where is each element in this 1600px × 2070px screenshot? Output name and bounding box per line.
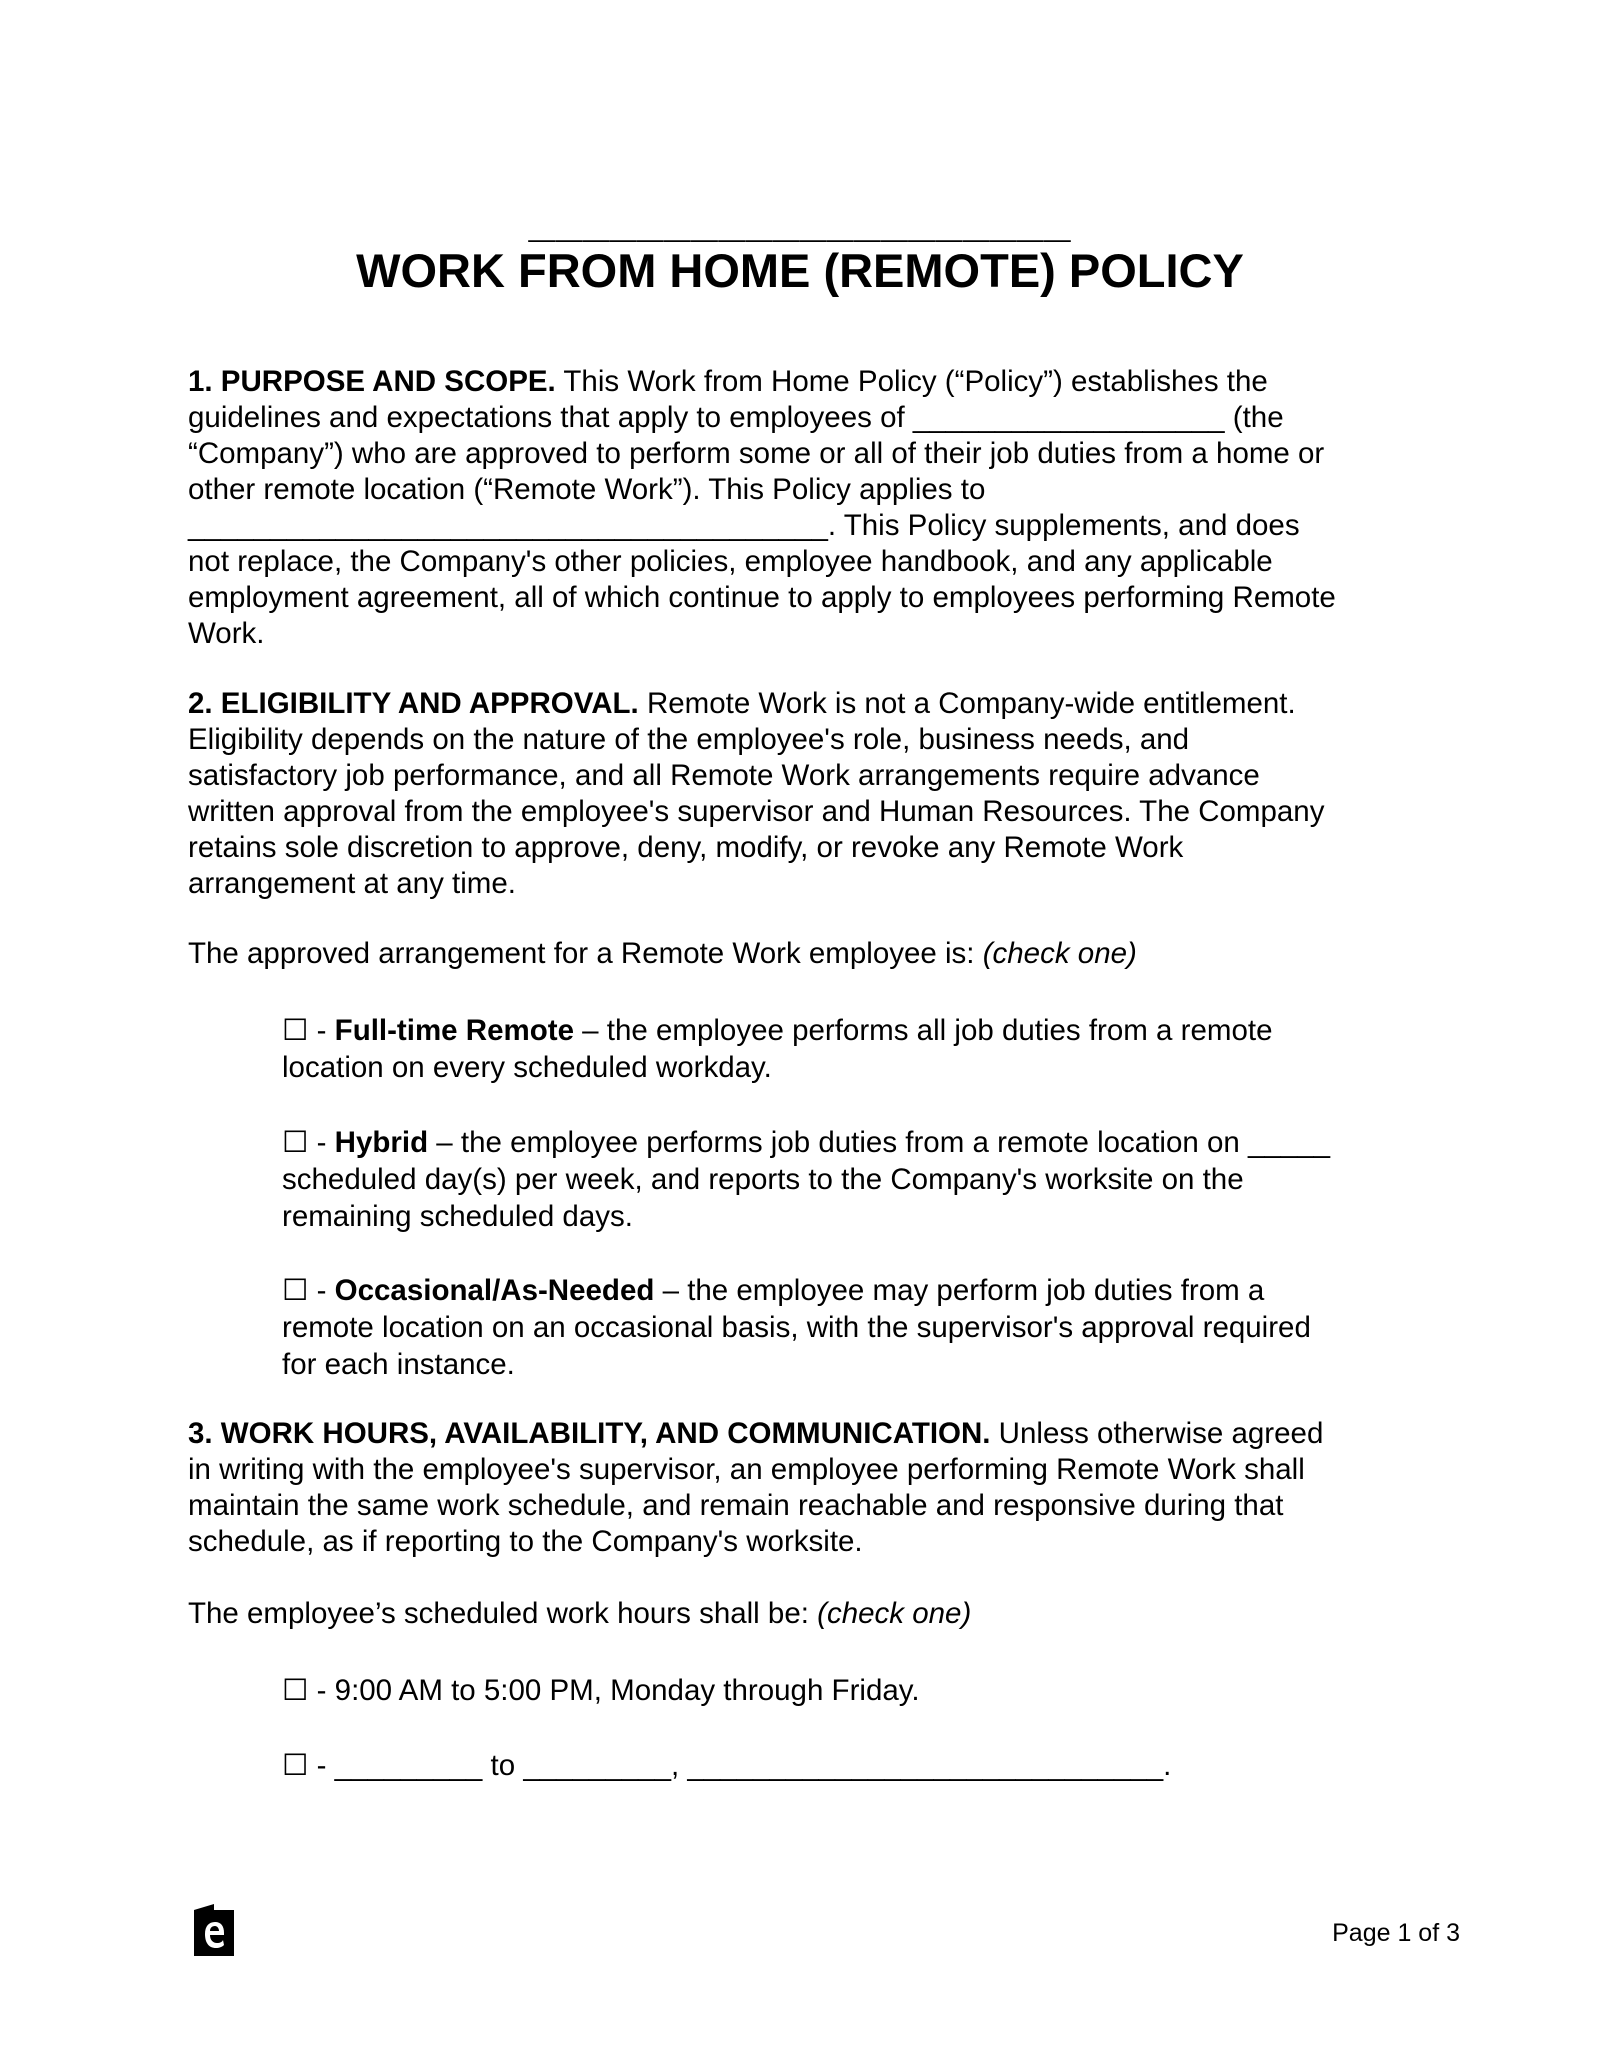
section-line: _______________________________________. This Policy supplements, and does [188, 509, 1300, 542]
document-title: WORK FROM HOME (REMOTE) POLICY [356, 244, 1244, 297]
section-line: 2. ELIGIBILITY AND APPROVAL. Remote Work is not a Company-wide entitlement. [188, 687, 1296, 720]
section-line: arrangement at any time. [188, 867, 516, 900]
arrangement-option-hybrid: ☐ - Hybrid – the employee performs job duties from a remote location on _____ scheduled day(s) per week, and reports to the Company's worksite on the remaining scheduled days. [282, 1126, 1331, 1233]
section-line: 3. WORK HOURS, AVAILABILITY, AND COMMUNICATION. Unless otherwise agreed [188, 1417, 1324, 1450]
hours-option-standard: ☐ - 9:00 AM to 5:00 PM, Monday through Friday. [282, 1674, 920, 1707]
section-work-hours [188, 1416, 1428, 1560]
section-line: other remote location (“Remote Work”). This Policy applies to [188, 473, 986, 506]
option-label: Hybrid [334, 1126, 429, 1159]
section-line: maintain the same work schedule, and remain reachable and responsive during that [188, 1489, 1284, 1522]
checkbox-full-time-remote[interactable]: ☐ [282, 1014, 309, 1047]
section-line: employment agreement, all of which continue to apply to employees performing Remote [188, 581, 1336, 614]
title-blank-line: ____________________ [528, 193, 1072, 246]
option-label: Full-time Remote [334, 1014, 574, 1047]
check-one-hint: (check one) [982, 937, 1137, 970]
section-line: not replace, the Company's other policies, employee handbook, and any applicable [188, 545, 1273, 578]
arrangement-option-occasional: ☐ - Occasional/As-Needed – the employee may perform job duties from a remote location on an occasional basis, with the supervisor's approval required for each instance. [282, 1274, 1311, 1381]
section-line: Work. [188, 617, 265, 650]
section-line: 1. PURPOSE AND SCOPE. This Work from Home Policy (“Policy”) establishes the [188, 365, 1268, 398]
section-line: Eligibility depends on the nature of the employee's role, business needs, and [188, 723, 1190, 756]
section-eligibility-and-approval [188, 686, 1428, 902]
checkbox-hybrid[interactable]: ☐ [282, 1126, 309, 1159]
section-line: satisfactory job performance, and all Remote Work arrangements require advance [188, 759, 1260, 792]
section-heading: 2. ELIGIBILITY AND APPROVAL. [188, 687, 639, 720]
checkbox-occasional[interactable]: ☐ [282, 1274, 309, 1307]
eforms-logo-icon [194, 1904, 234, 1956]
section-line: “Company”) who are approved to perform some or all of their job duties from a home or [188, 437, 1325, 470]
arrangement-prompt: The approved arrangement for a Remote Work employee is: (check one) [188, 937, 1137, 970]
section-heading: 1. PURPOSE AND SCOPE. [188, 365, 556, 398]
arrangement-option-full-time: ☐ - Full-time Remote – the employee performs all job duties from a remote location on every scheduled workday. [282, 1014, 1273, 1084]
section-line: written approval from the employee's supervisor and Human Resources. The Company [188, 795, 1325, 828]
check-one-hint: (check one) [817, 1597, 972, 1630]
checkbox-custom-hours[interactable]: ☐ [282, 1749, 309, 1782]
checkbox-standard-hours[interactable]: ☐ [282, 1674, 309, 1707]
hours-option-custom: ☐ - _________ to _________, _____________________________. [282, 1749, 1172, 1782]
hours-prompt: The employee’s scheduled work hours shall be: (check one) [188, 1597, 972, 1630]
option-label: Occasional/As-Needed [334, 1274, 655, 1307]
section-line: schedule, as if reporting to the Company's worksite. [188, 1525, 863, 1558]
section-line: in writing with the employee's supervisor, an employee performing Remote Work shall [188, 1453, 1305, 1486]
page-number: Page 1 of 3 [1332, 1919, 1460, 1947]
section-line: retains sole discretion to approve, deny, modify, or revoke any Remote Work [188, 831, 1184, 864]
section-heading: 3. WORK HOURS, AVAILABILITY, AND COMMUNICATION. [188, 1417, 991, 1450]
section-line: guidelines and expectations that apply to employees of ___________________ (the [188, 401, 1284, 434]
section-purpose-and-scope [188, 364, 1428, 652]
